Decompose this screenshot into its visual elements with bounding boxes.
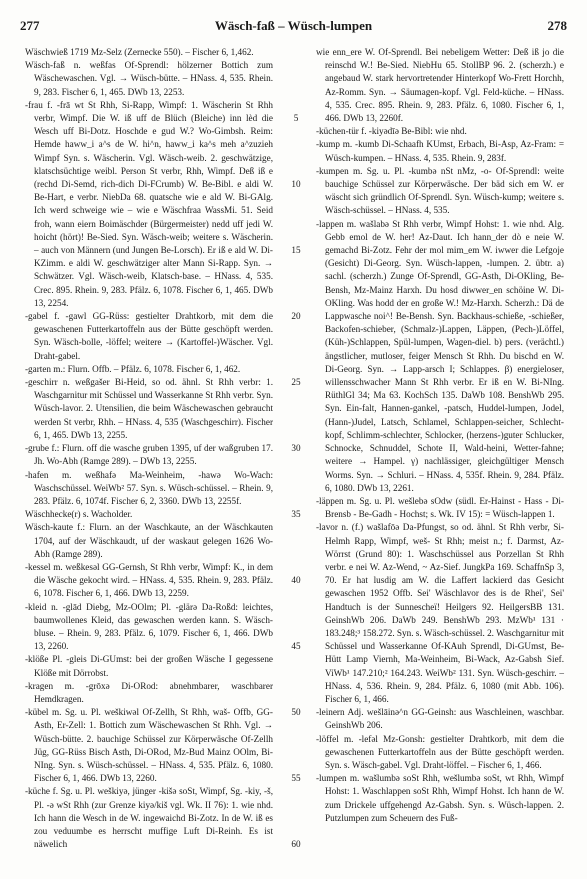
entry: Wäsch-faß n. weßfas Of-Sprendl: hölzerner Bottich zum Wäschewaschen. Vgl. → Wüsch-bütte. – HNass. 4, 535. Rhein. 9, 283. Fischer 6, 1, 465. DWb 13, 2253. [25, 60, 273, 97]
entry: -lumpen m. wašlumbə soSt Rhh, wešlumbə soSt, wt Rhh, Wimpf Hohst: 1. Waschlappen soSt Rhh, Wimpf Hohst. Ich hann de W. zum Drickele uffgehengd Az-Gabsh. Syn. s. Wüsch-lappen. 2. Putzlumpen zum Scheuern des Fuß- [316, 773, 564, 823]
line-number: 5 [293, 113, 299, 123]
entry: wie enn_ere W. Of-Sprendl. Bei nebeligem Wetter: Deß iß jo die reinschd W.! Be-Sied. NiebHu 65. StollBP 96. 2. (scherzh.) e angebaud W. stark hervortretender Hinterkopf Wo-Frett Horchh, Az-Romm. Syn. → Säumagen-kopf. Vgl. Feld-küche. – HNass. 4, 535. Crec. 895. Rhein. 9, 283. Pfälz. 6, 1080. Fischer 6, 1, 466. DWb 13, 2260f. [316, 47, 564, 124]
right-column [316, 46, 564, 825]
entry: -kessel m. weßkesəl GG-Gernsh, St Rhh verbr, Wimpf: K., in dem die Wäsche gekocht wird. – HNass. 4, 535. Rhein. 9, 283. Pfälz. 6, 1078. Fischer 6, 1, 466. DWb 13, 2259. [25, 561, 273, 599]
entry: -kübel m. Sg. u. Pl. weškiwəl Of-Zellh, St Rhh, waš- Offb, GG-Asth, Er-Zell: 1. Bottich zum Wäschewaschen St Rhh. Vgl. → Wüsch-bütte. 2. bauchige Schüssel zur Körperwäsche Of-Zellh Jüg, GG-Rüss Bisch Asth, Di-ORod, Mz-Bud Mainz OOlm, Bi-NIng. Syn. s. Wüsch-schüssel. – HNass. 4, 535. Pfälz. 6, 1080. Fischer 6, 1, 466. DWb 13, 2260. [25, 707, 273, 784]
entry: -garten m.: Flurn. Offb. – Pfälz. 6, 1078. Fischer 6, 1, 462. [25, 363, 241, 374]
line-number: 40 [291, 575, 301, 585]
entry: -grube f.: Flurn. off die wasche gruben 1395, uf der waßgruben 17. Jh. Wo-Abh (Ramge 289). – DWb 13, 2255. [25, 443, 273, 467]
page-number-right: 278 [547, 18, 567, 33]
line-number: 55 [291, 773, 301, 783]
entry: -gabel f. -gawl GG-Rüss: gestielter Drahtkorb, mit dem die gewaschenen Futterkartoffeln aus der Bütte geschöpft werden. Syn. Wäsch-bolle, -löffel; weitere → (Kartoffel-)Wäscher. Vgl. Draht-gabel. [25, 311, 273, 361]
line-number: 10 [291, 179, 301, 189]
entry: -frau f. -frā wt St Rhh, Si-Rapp, Wimpf: 1. Wäscherin St Rhh verbr, Wimpf. Die W. iß uff de Blüch (Bleiche) inn lèd die Wesch uff Bi-Dotz. Hoschde e gud W.? Wo-Gimbsh. Reim: Hemde haww_i a^s de W. hi^n, haww_i ka^s meh a^zuzieh Wimpf Syn. s. Wäscherin. Vgl. Wäsch-weib. 2. geschwätzige, klatschsüchtige weibl. Person St verbr, Rhh, Wimpf. Deß iß e (rechd Di-Semd, rich-dich Di-FCrumb) W. Be-Bibl. e aldi W. Be-Hart, e verbr. NiebDa 68. quatsche wie e ald W. Bi-GAlg. Ich werd schweige wie – wie e Wäschfraa WassMi. 51. Seid froh, wann eiern Boimäschder (Bürgermeister) nedd uff jedi W. hoicht (hört)! Be-Sied. Syn. Wäsch-weib; weitere s. Wäscherin. – auch von Männern (und Jungen Be-Lorsch). Er iß e ald W. Di-KZimm. e aldi W. geschwätziger alter Mann Si-Rapp. Syn. → Schwätzer. Vgl. Wäsch-weib, Klatsch-base. – HNass. 4, 535. Crec. 895. Rhein. 9, 283. Pfälz. 6, 1078. Fischer 6, 1, 465. DWb 13, 2254. [25, 99, 273, 308]
entry: -kleid n. -glād Diebg, Mz-OOlm; Pl. -glärə Da-Roßd: leichtes, baumwollenes Kleid, das gewaschen werden kann. S. Wäsch-bluse. – Rhein. 9, 283. Pfälz. 6, 1079. Fischer 6, 1, 466. DWb 13, 2260. [25, 601, 273, 652]
line-number: 35 [291, 509, 301, 519]
entry: -kumpen m. Sg. u. Pl. -kumbə nSt nMz, -o- Of-Sprendl: weite bauchige Schüssel zur Körperwäsche. Der bäd sich em W. er wäscht sich gründlich Of-Sprendl. Syn. Wüsch-kump; weitere s. Wäsch-schüssel. – HNass. 4, 535. [316, 165, 564, 216]
line-number: 60 [291, 839, 301, 849]
running-header: Wäsch-faß – Wüsch-lumpen [214, 18, 373, 33]
line-number: 20 [291, 311, 301, 321]
line-number: 25 [291, 377, 301, 387]
line-number: 50 [291, 707, 301, 717]
entry: Wäsch-kaute f.: Flurn. an der Waschkaute, an der Wäschkauten 1704, auf der Wäschkaudt, uf der waskaut gelegen 1626 Wo-Abh (Ramge 289). [25, 522, 273, 559]
entry: -lavor n. (f.) wašlafōə Da-Pfungst, so od. ähnl. St Rhh verbr, Si-Helmh Rapp, Wimpf, weš- St Rhh; meist n.; f. Darmst, Az-Wörrst (Grund 80): 1. Waschschüssel aus Porzellan St Rhh verbr. e nei W. Az-Wend, ~ Az-Sief. JungkPa 169. SchaffnSp 3, 70. Er hat lusdig am W. die Laffert lackierd das Gesicht gewaschen 1952 Offb. Sei' Wäschlavor des is de Rhei', Sei' Handtuch is der Sunnescheï! Heilgers 92. HeilgersBB 131. GeinshWb 206. DaWb 249. BenshWb 293. MzWb¹ 131 · 183.248;³ 158.272. Syn. s. Wäsch-schüssel. 2. Waschgarnitur mit Schüssel und Wasserkanne Of-KAuh Sprendl, Di-GUmst, Be-Hütt Lamp Viernh, Ma-Weinheim, Bi-Wack, Az-Gabsh Sief. ViWb¹ 147.210;² 164.243. WeiWb² 131. Syn. Wüsch-geschirr. – HNass. 4, 536. Rhein. 9, 284. Pfälz. 6, 1080 (mit Abb. 106). Fischer 6, 1, 466. [316, 522, 564, 704]
entry: -geschirr n. weßgašer Bi-Heid, so od. ähnl. St Rhh verbr: 1. Waschgarnitur mit Schüssel und Wasserkanne St Rhh verbr. Syn. Wüsch-lavor. 2. Utensilien, die beim Wäschewaschen gebraucht werden St verbr, Rhh. – HNass. 4, 535 (Waschgeschirr). Fischer 6, 1, 465. DWb 13, 2255. [25, 377, 273, 440]
line-number: 15 [291, 245, 301, 255]
entry: -kragen m. -grōxə Di-ORod: abnehmbarer, waschbarer Hemdkragen. [25, 680, 273, 704]
entry: -klöße Pl. -gleis Di-GUmst: bei der großen Wäsche I gegessene Klöße mit Dörrobst. [25, 654, 273, 678]
page-number-left: 277 [20, 18, 40, 33]
entry: -löffel m. -lefəl Mz-Gonsh: gestielter Drahtkorb, mit dem die gewaschenen Futterkartoffeln aus der Bütte geschöpft werden. Syn. s. Wäsch-gabel. Vgl. Draht-löffel. – Fischer 6, 1, 466. [316, 733, 564, 770]
entry: -lappen m. wašlabə St Rhh verbr, Wimpf Hohst: 1. wie nhd. Alg. Gebb emol de W. her! Az-Daut. Ich hann_der dò e neie W. gemachd Bi-Zotz. Fehr der mol mim_em W. iwwer die Lefgoje (Gesicht) Di-Georg. Syn. Wüsch-lappen, -lumpen. 2. übtr. a) sachl. (scherzh.) Zunge Of-Sprendl, GG-Asth, Di-OKling, Be-Bensh, Mz-Mainz Harxh. Du hosd diwwer_en schöine W. Di-OKling. Was hodd der en große W.! Mz-Harxh. Scherzh.: Dä de Lappwasche noi^! Be-Bensh. Syn. Backhaus-schieße, -schießer, Backofen-schieber, (Schmalz-)Lappen, Läppen, (Pech-)Löffel, (Küh-)Schlappen, Spül-lumpen, Wagen-diel. b) pers. (verächtl.) ängstlicher, mutloser, feiger Mensch St Rhh. Du bischd en W. Di-Georg. Syn. → Lapp-arsch I; Schlappes. β) energieloser, willensschwacher Mann St Rhh verbr. Er iß en W. Bi-NIng. RüthlGl 34; Ma 63. KochSch 135. DaWb 108. BenshWb 295. Syn. Ein-falt, Hannen-gankel, -patsch, Huddel-lumpen, Jodel, (Hann-)Judel, Latsch, Schlamel, Schlappen-seicher, Schlecht-kopf, Schlimm-schlechter, Schlocker, (herzens-)guter Schlucker, Schnocke, Schnuddel, Schote II, Wald-heini, Wetter-fahne; weitere → Hampel. γ) nachlässiger, gleichgültiger Mensch Worms. Syn. → Schluri. – HNass. 4, 535f. Rhein. 9, 284. Pfälz. 6, 1080. DWb 13, 2261. [316, 218, 564, 493]
entry: -küchen-tür f. -kiyədīə Be-Bibl: wie nhd. [316, 126, 467, 137]
entry: -küche f. Sg. u. Pl. weškiyə, jünger -kišə soSt, Wimpf, Sg. -kiy, -š, Pl. -ə wSt Rhh (zur Grenze kiyə/kiš vgl. Wk. II 76): 1. wie nhd. Ich hann die Wesch in de W. ingewaichd Bi-Zotz. In de W. iß es zou veduumbe es herrscht muffige Luft Di-Reinh. Es ist näwelich [25, 786, 273, 850]
entry: -leinern Adj. wešlāinə^n GG-Geinsh: aus Waschleinen, waschbar. GeinshWb 206. [316, 707, 564, 731]
left-column [25, 46, 273, 851]
entry: Wäschwieß 1719 Mz-Selz (Zernecke 550). – Fischer 6, 1,462. [25, 47, 254, 57]
entry: -hafen m. weßhafə Ma-Weinheim, -hawə Wo-Wach: Waschschüssel. WeiWb² 57. Syn. s. Wüsch-schüssel. – Rhein. 9, 283. Pfälz. 6, 1074f. Fischer 6, 2, 3360. DWb 13, 2255f. [25, 469, 273, 506]
line-number: 30 [291, 443, 301, 453]
entry: -läppen m. Sg. u. Pl. wešlebə sOdw (südl. Er-Hainst - Hass - Di-Brensb - Be-Gadh - Hochst; s. Wk. IV 15): = Wüsch-lappen 1. [316, 495, 564, 520]
line-number: 45 [291, 641, 301, 651]
entry: -kump m. -kumb Di-Schaafh KUmst, Erbach, Bi-Asp, Az-Fram: = Wüsch-kumpen. – HNass. 4, 535. Rhein. 9, 283f. [316, 139, 564, 163]
entry: Wäschhecke(r) s. Wacholder. [25, 509, 133, 520]
